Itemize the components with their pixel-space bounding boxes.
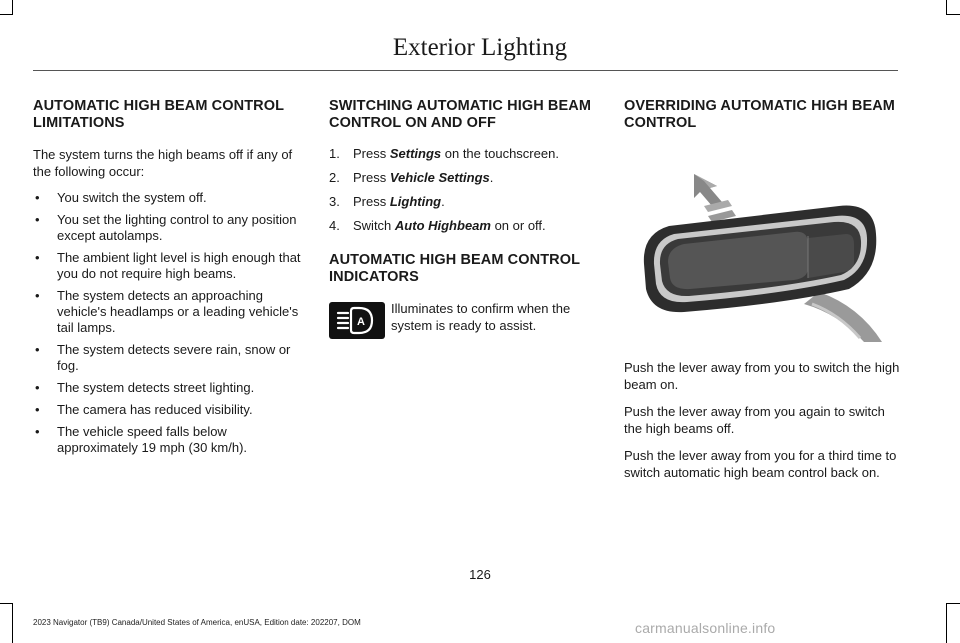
step-number: 3. (329, 194, 340, 209)
override-paragraph: Push the lever away from you for a third time to switch automatic high beam control back on. (624, 448, 897, 480)
list-item: • The system detects street lighting. (33, 380, 309, 396)
step-item (329, 146, 605, 162)
override-paragraph: Push the lever away from you again to switch the high beams off. (624, 404, 885, 436)
step-number: 4. (329, 218, 340, 233)
step-ui-term: Lighting (389, 194, 442, 209)
switching-heading: SWITCHING AUTOMATIC HIGH BEAM CONTROL ON AND OFF (329, 98, 592, 131)
edition-footer: 2023 Navigator (TB9) Canada/United States of America, enUSA, Edition date: 202207, DOM (33, 618, 361, 627)
step-item (329, 218, 605, 234)
crop-mark (0, 603, 13, 604)
crop-mark (946, 14, 960, 15)
limitations-section (33, 98, 309, 462)
indicators-heading: AUTOMATIC HIGH BEAM CONTROL INDICATORS (329, 252, 580, 285)
step-text: Press (353, 146, 390, 161)
switching-section (329, 98, 605, 339)
step-text: Press (353, 170, 390, 185)
overriding-section (624, 98, 900, 491)
crop-mark (946, 603, 960, 604)
switching-steps (329, 146, 605, 234)
limitations-list (33, 190, 309, 456)
push-direction-arrow-icon (694, 174, 736, 222)
step-item (329, 194, 605, 210)
limitations-intro: The system turns the high beams off if any of the following occur: (33, 147, 293, 179)
page-title: Exterior Lighting (392, 34, 568, 61)
step-text: . (489, 170, 494, 185)
step-text: Press (353, 194, 390, 209)
crop-mark (12, 0, 13, 14)
auto-high-beam-indicator-icon (329, 302, 385, 339)
step-text: on the touchscreen. (441, 146, 559, 161)
step-ui-term: Settings (389, 146, 442, 161)
list-item: • The system detects an approaching vehicle's headlamps or a leading vehicle's tail lamps. (33, 288, 309, 336)
indicator-description: Illuminates to confirm when the system is ready to assist. (391, 301, 571, 333)
overriding-heading: OVERRIDING AUTOMATIC HIGH BEAM CONTROL (624, 98, 895, 131)
step-ui-term: Auto Highbeam (394, 218, 491, 233)
step-text: on or off. (490, 218, 546, 233)
list-item: • You switch the system off. (33, 190, 309, 206)
header-divider (33, 70, 898, 71)
indicator-letter: A (357, 316, 365, 328)
step-text: Switch (353, 218, 395, 233)
headlamp-lever-illustration (624, 164, 894, 346)
list-item: • The ambient light level is high enough that you do not require high beams. (33, 250, 309, 282)
step-ui-term: Vehicle Settings (389, 170, 490, 185)
page-number: 126 (469, 567, 491, 582)
crop-mark (946, 0, 947, 14)
step-text: . (441, 194, 445, 209)
step-number: 2. (329, 170, 340, 185)
indicator-row (329, 300, 605, 339)
crop-mark (0, 14, 13, 15)
list-item: • You set the lighting control to any position except autolamps. (33, 212, 309, 244)
override-paragraph: Push the lever away from you to switch the high beam on. (624, 360, 900, 392)
list-item: • The vehicle speed falls below approximately 19 mph (30 km/h). (33, 424, 309, 456)
list-item: • The camera has reduced visibility. (33, 402, 309, 418)
crop-mark (12, 603, 13, 643)
watermark: carmanualsonline.info (635, 620, 776, 636)
list-item: • The system detects severe rain, snow or fog. (33, 342, 309, 374)
step-item (329, 170, 605, 186)
limitations-heading: AUTOMATIC HIGH BEAM CONTROL LIMITATIONS (33, 98, 284, 131)
step-number: 1. (329, 146, 340, 161)
crop-mark (946, 603, 947, 643)
